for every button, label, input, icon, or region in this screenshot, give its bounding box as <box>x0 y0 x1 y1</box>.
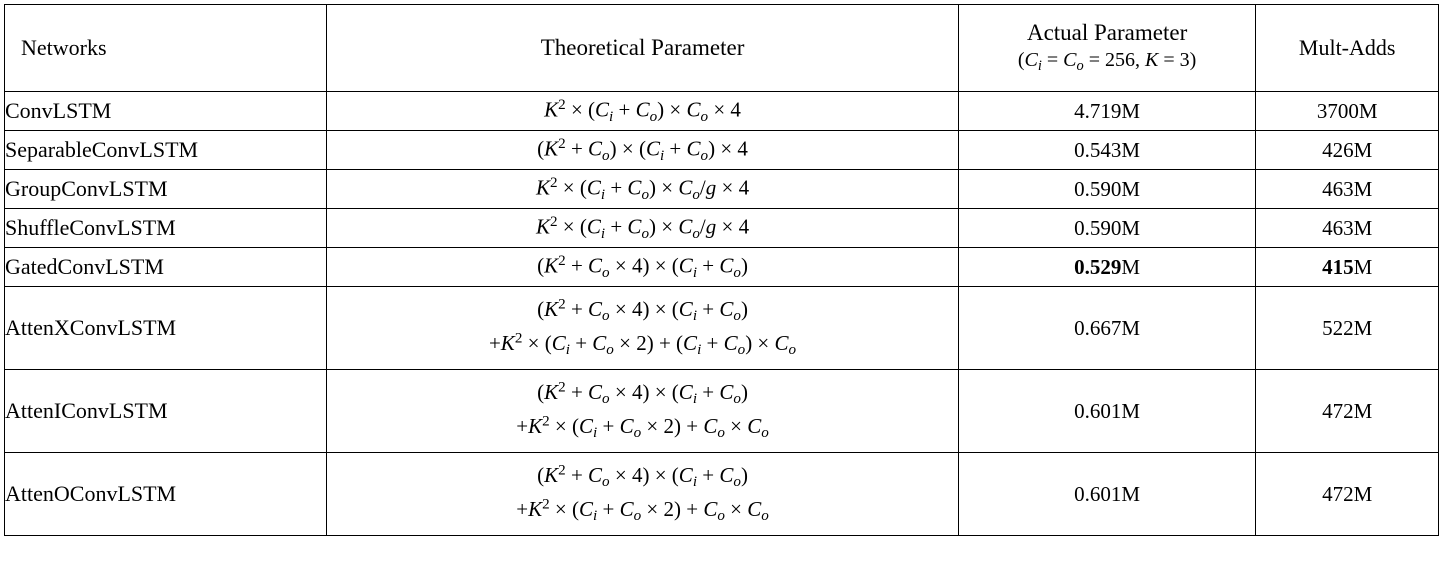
cell-network-name: SeparableConvLSTM <box>5 131 327 170</box>
cell-actual-parameter: 4.719M <box>958 92 1256 131</box>
column-header-networks: Networks <box>5 5 327 92</box>
formula-line-1: $(K^2 + C_o \times 4) \times (C_i + C_o)$ <box>537 296 748 325</box>
cell-mult-adds: 522M <box>1256 287 1439 370</box>
cell-actual-parameter: 0.667M <box>958 287 1256 370</box>
cell-theoretical-parameter <box>327 370 959 453</box>
cell-mult-adds: 426M <box>1256 131 1439 170</box>
cell-mult-adds-value: 415 <box>1322 254 1354 279</box>
column-header-actual-parameter-condition: ($C_i = C_o = 256$, K = 3) <box>1017 48 1197 74</box>
cell-actual-parameter-value: 0.529 <box>1074 254 1122 279</box>
cell-network-name: AttenXConvLSTM <box>5 287 327 370</box>
parameter-comparison-table <box>4 4 1439 536</box>
formula-line-1: $(K^2 + C_o \times 4) \times (C_i + C_o)$ <box>537 379 748 408</box>
formula-line-2: $+K^2 \times (C_i + C_o \times 2) + C_o \times C_o$ <box>516 496 769 525</box>
cell-theoretical-parameter <box>327 287 959 370</box>
table-row <box>5 170 1439 209</box>
cell-network-name: AttenOConvLSTM <box>5 453 327 536</box>
cell-network-name: ConvLSTM <box>5 92 327 131</box>
cell-actual-parameter: 0.590M <box>958 170 1256 209</box>
cell-mult-adds: 463M <box>1256 170 1439 209</box>
cell-theoretical-parameter: $K^2 \times (C_i + C_o) \times C_o \times 4$ <box>327 92 959 131</box>
table-row <box>5 248 1439 287</box>
cell-theoretical-parameter: $K^2 \times (C_i + C_o) \times C_o/g \times 4$ <box>327 209 959 248</box>
cell-theoretical-parameter: $(K^2 + C_o) \times (C_i + C_o) \times 4$ <box>327 131 959 170</box>
cell-mult-adds: 3700M <box>1256 92 1439 131</box>
cell-mult-adds: 463M <box>1256 209 1439 248</box>
cell-actual-parameter: 0.590M <box>958 209 1256 248</box>
cell-actual-parameter: 0.601M <box>958 453 1256 536</box>
table-header-row <box>5 5 1439 92</box>
cell-theoretical-parameter: $K^2 \times (C_i + C_o) \times C_o/g \times 4$ <box>327 170 959 209</box>
table-row <box>5 209 1439 248</box>
cell-actual-parameter: 0.529M <box>958 248 1256 287</box>
column-header-mult-adds: Mult-Adds <box>1256 5 1439 92</box>
cell-network-name: ShuffleConvLSTM <box>5 209 327 248</box>
cell-mult-adds: 472M <box>1256 453 1439 536</box>
formula-line-1: $(K^2 + C_o \times 4) \times (C_i + C_o)$ <box>537 462 748 491</box>
table-row <box>5 92 1439 131</box>
cell-actual-parameter: 0.543M <box>958 131 1256 170</box>
table-row <box>5 287 1439 370</box>
column-header-actual-parameter-title: Actual Parameter <box>1026 20 1188 46</box>
column-header-theoretical-parameter: Theoretical Parameter <box>327 5 959 92</box>
cell-network-name: AttenIConvLSTM <box>5 370 327 453</box>
column-header-actual-parameter <box>958 5 1256 92</box>
table-row <box>5 131 1439 170</box>
cell-actual-parameter: 0.601M <box>958 370 1256 453</box>
cell-theoretical-parameter: $(K^2 + C_o \times 4) \times (C_i + C_o)$ <box>327 248 959 287</box>
cell-theoretical-parameter <box>327 453 959 536</box>
formula-line-2: $+K^2 \times (C_i + C_o \times 2) + C_o \times C_o$ <box>516 413 769 442</box>
formula-line-2: $+K^2 \times (C_i + C_o \times 2) + (C_i + C_o) \times C_o$ <box>488 330 797 359</box>
cell-mult-adds: 472M <box>1256 370 1439 453</box>
table-row <box>5 453 1439 536</box>
cell-network-name: GroupConvLSTM <box>5 170 327 209</box>
cell-network-name: GatedConvLSTM <box>5 248 327 287</box>
table-row <box>5 370 1439 453</box>
cell-mult-adds: 415M <box>1256 248 1439 287</box>
